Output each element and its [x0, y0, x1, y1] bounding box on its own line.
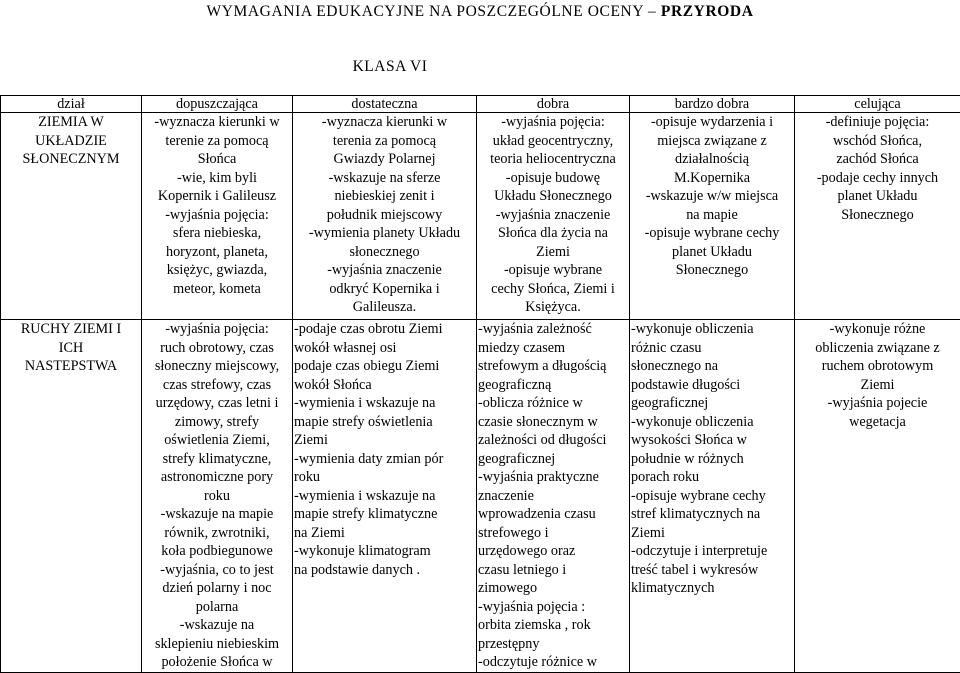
requirements-text: -wykonuje obliczenia różnic czasu słonecznego na podstawie długości geograficznej -wykonuje obliczenia wysokości Słońca w południe w różnych porach roku -opisuje wybrane cechy stref klimatycznych na Ziemi -odczytuje i interpretuje treść tabel i wykresów klimatycznych — [631, 320, 793, 598]
requirements-table — [0, 95, 960, 673]
requirements-text: -opisuje wydarzenia i miejsca związane z działalnością M.Kopernika -wskazuje w/w miejsca na mapie -opisuje wybrane cechy planet Układu Słonecznego — [631, 113, 793, 280]
grade-cell — [630, 320, 795, 673]
requirements-text: -wyjaśnia pojęcia: ruch obrotowy, czas słoneczny miejscowy, czas strefowy, czas urzędowy, czas letni i zimowy, strefy oświetlenia Ziemi, strefy klimatyczne, astronomiczne pory roku -wskazuje na mapie równik, zwrotniki, koła podbiegunowe -wyjaśnia, co to jest dzień polarny i noc polarna -wskazuje na sklepieniu niebieskim położenie Słońca w — [143, 320, 291, 672]
title-subject: PRZYRODA — [661, 3, 754, 20]
section-cell — [1, 113, 142, 320]
requirements-text: -definiuje pojęcia: wschód Słońca, zachód Słońca -podaje cechy innych planet Układu Słonecznego — [796, 113, 959, 224]
table-header-row — [1, 96, 960, 113]
table-row — [1, 113, 960, 320]
column-header: celująca — [795, 96, 960, 113]
requirements-text: -podaje czas obrotu Ziemi wokół własnej osi podaje czas obiegu Ziemi wokół Słońca -wymienia i wskazuje na mapie strefy oświetlenia Ziemi -wymienia daty zmian pór roku -wymienia i wskazuje na mapie strefy klimatyczne na Ziemi -wykonuje klimatogram na podstawie danych . — [294, 320, 475, 579]
grade-cell — [142, 113, 293, 320]
column-header: dobra — [477, 96, 630, 113]
requirements-text: -wyznacza kierunki w terenie za pomocą Słońca -wie, kim byli Kopernik i Galileusz -wyjaśnia pojęcia: sfera niebieska, horyzont, planeta, księżyc, gwiazda, meteor, kometa — [143, 113, 291, 298]
section-name: ZIEMIA W UKŁADZIE SŁONECZNYM — [2, 113, 140, 169]
section-name: RUCHY ZIEMI I ICH NASTEPSTWA — [2, 320, 140, 376]
grade-cell — [293, 320, 477, 673]
requirements-text: -wyznacza kierunki w terenia za pomocą Gwiazdy Polarnej -wskazuje na sferze niebieskiej zenit i południk miejscowy -wymienia planety Układu słonecznego -wyjaśnia znaczenie odkryć Kopernika i Galileusza. — [294, 113, 475, 317]
grade-cell — [293, 113, 477, 320]
table-row — [1, 320, 960, 673]
column-header: dział — [1, 96, 142, 113]
page-title — [0, 2, 960, 22]
grade-cell — [477, 113, 630, 320]
column-header: dopuszczająca — [142, 96, 293, 113]
grade-cell — [477, 320, 630, 673]
requirements-text: -wyjaśnia zależność miedzy czasem strefowym a długością geograficzną -oblicza różnice w czasie słonecznym w zależności od długości geograficznej -wyjaśnia praktyczne znaczenie wprowadzenia czasu strefowego i urzędowego oraz czasu letniego i zimowego -wyjaśnia pojęcia : orbita ziemska , rok przestępny -odczytuje różnice w — [478, 320, 628, 672]
grade-cell — [630, 113, 795, 320]
class-label: KLASA VI — [0, 57, 780, 77]
grade-cell — [795, 320, 960, 673]
requirements-text: -wykonuje różne obliczenia związane z ruchem obrotowym Ziemi -wyjaśnia pojecie wegetacja — [796, 320, 959, 431]
column-header: dostateczna — [293, 96, 477, 113]
column-header: bardzo dobra — [630, 96, 795, 113]
requirements-text: -wyjaśnia pojęcia: układ geocentryczny, teoria heliocentryczna -opisuje budowę Układu Słonecznego -wyjaśnia znaczenie Słońca dla życia na Ziemi -opisuje wybrane cechy Słońca, Ziemi i Księżyca. — [478, 113, 628, 317]
section-cell — [1, 320, 142, 673]
title-prefix: WYMAGANIA EDUKACYJNE NA POSZCZEGÓLNE OCENY – — [206, 3, 660, 20]
grade-cell — [795, 113, 960, 320]
grade-cell — [142, 320, 293, 673]
